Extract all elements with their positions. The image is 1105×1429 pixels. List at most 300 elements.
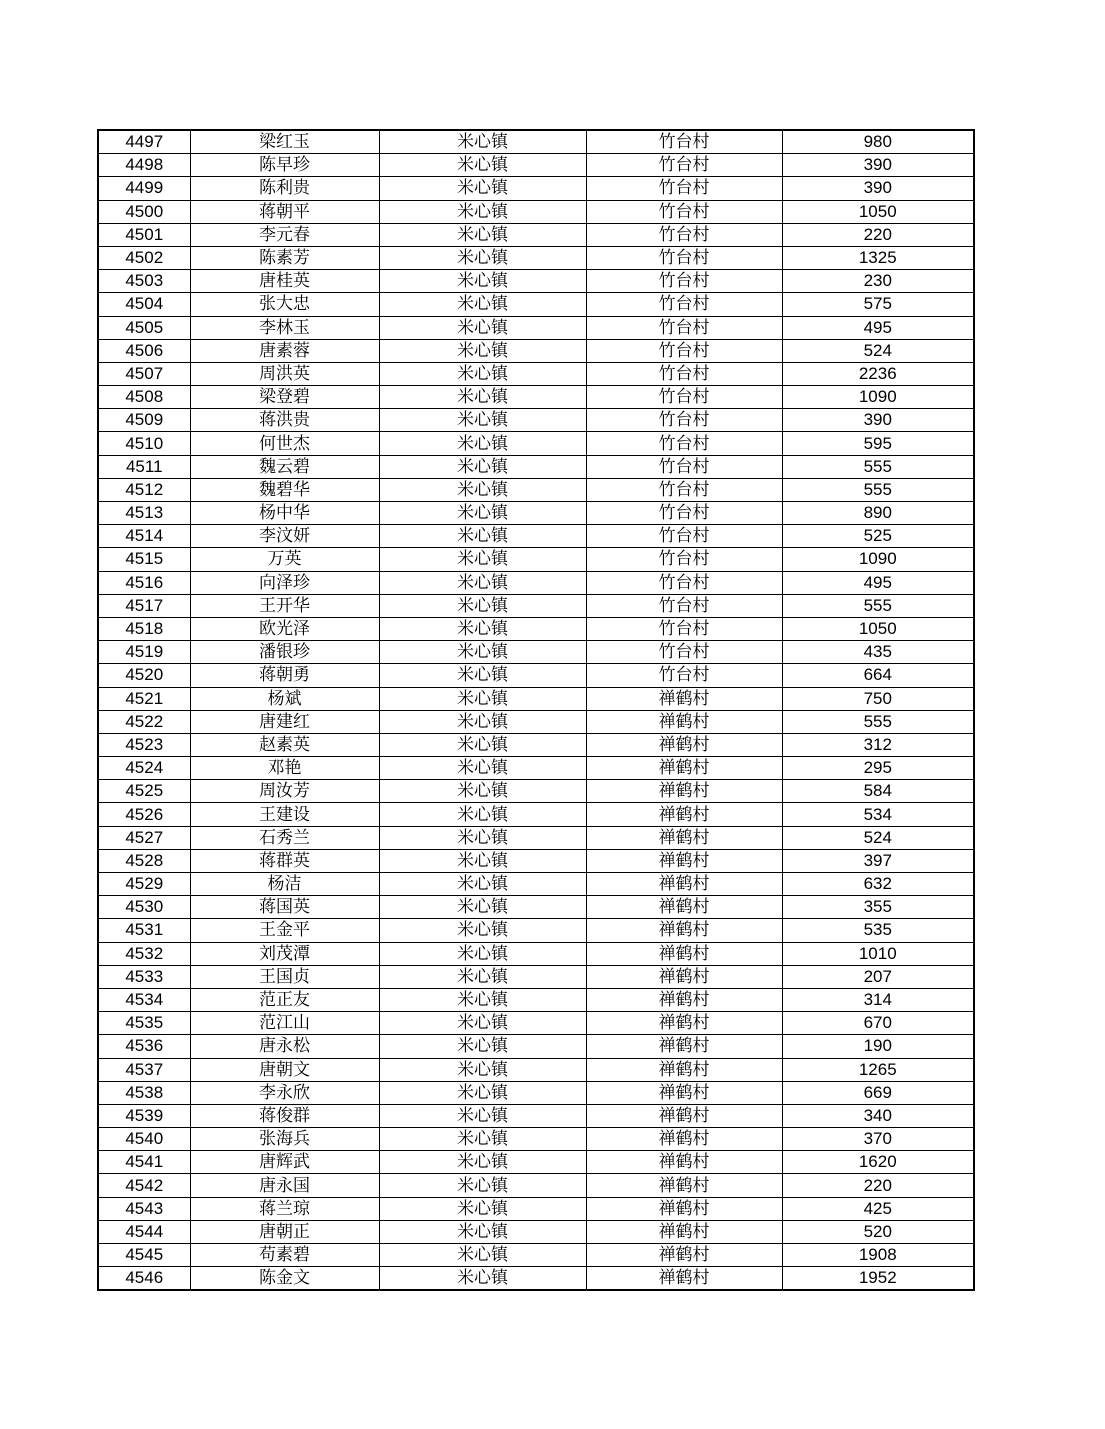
name-cell: 邓艳 [190,757,379,780]
village-cell: 禅鹤村 [586,733,782,756]
name-cell: 唐辉武 [190,1151,379,1174]
row-number-cell: 4509 [98,409,190,432]
amount-cell: 390 [782,154,974,177]
town-cell: 米心镇 [379,988,586,1011]
amount-cell: 1908 [782,1244,974,1267]
row-number-cell: 4508 [98,386,190,409]
row-number-cell: 4521 [98,687,190,710]
table-row [98,223,974,246]
row-number-cell: 4506 [98,339,190,362]
amount-cell: 397 [782,849,974,872]
amount-cell: 584 [782,780,974,803]
village-cell: 禅鹤村 [586,1104,782,1127]
name-cell: 唐素蓉 [190,339,379,362]
table-row [98,594,974,617]
name-cell: 万英 [190,548,379,571]
amount-cell: 525 [782,525,974,548]
name-cell: 范江山 [190,1012,379,1035]
name-cell: 潘银珍 [190,641,379,664]
town-cell: 米心镇 [379,1244,586,1267]
name-cell: 唐桂英 [190,270,379,293]
row-number-cell: 4535 [98,1012,190,1035]
amount-cell: 980 [782,130,974,154]
row-number-cell: 4545 [98,1244,190,1267]
amount-cell: 1050 [782,200,974,223]
town-cell: 米心镇 [379,780,586,803]
row-number-cell: 4512 [98,478,190,501]
village-cell: 竹台村 [586,594,782,617]
name-cell: 欧光泽 [190,617,379,640]
town-cell: 米心镇 [379,1012,586,1035]
village-cell: 竹台村 [586,177,782,200]
town-cell: 米心镇 [379,177,586,200]
row-number-cell: 4527 [98,826,190,849]
table-row [98,803,974,826]
row-number-cell: 4497 [98,130,190,154]
amount-cell: 750 [782,687,974,710]
table-row [98,455,974,478]
village-cell: 禅鹤村 [586,1058,782,1081]
row-number-cell: 4546 [98,1267,190,1291]
village-cell: 禅鹤村 [586,826,782,849]
row-number-cell: 4504 [98,293,190,316]
village-cell: 竹台村 [586,386,782,409]
amount-cell: 314 [782,988,974,1011]
village-cell: 禅鹤村 [586,1267,782,1291]
row-number-cell: 4523 [98,733,190,756]
town-cell: 米心镇 [379,826,586,849]
table-row [98,1081,974,1104]
name-cell: 魏云碧 [190,455,379,478]
village-cell: 禅鹤村 [586,873,782,896]
name-cell: 蒋朝勇 [190,664,379,687]
row-number-cell: 4524 [98,757,190,780]
amount-cell: 220 [782,1174,974,1197]
village-cell: 竹台村 [586,571,782,594]
town-cell: 米心镇 [379,1128,586,1151]
village-cell: 竹台村 [586,316,782,339]
name-cell: 蒋朝平 [190,200,379,223]
town-cell: 米心镇 [379,246,586,269]
row-number-cell: 4532 [98,942,190,965]
table-row [98,478,974,501]
town-cell: 米心镇 [379,710,586,733]
table-row [98,316,974,339]
table-row [98,339,974,362]
table-row [98,362,974,385]
amount-cell: 555 [782,478,974,501]
name-cell: 王金平 [190,919,379,942]
row-number-cell: 4502 [98,246,190,269]
name-cell: 唐建红 [190,710,379,733]
town-cell: 米心镇 [379,478,586,501]
row-number-cell: 4519 [98,641,190,664]
town-cell: 米心镇 [379,942,586,965]
row-number-cell: 4533 [98,965,190,988]
table-row [98,432,974,455]
village-cell: 竹台村 [586,432,782,455]
name-cell: 王国贞 [190,965,379,988]
town-cell: 米心镇 [379,594,586,617]
village-cell: 竹台村 [586,246,782,269]
village-cell: 竹台村 [586,478,782,501]
amount-cell: 890 [782,502,974,525]
amount-cell: 669 [782,1081,974,1104]
amount-cell: 295 [782,757,974,780]
table-row [98,710,974,733]
table-row [98,1128,974,1151]
row-number-cell: 4543 [98,1197,190,1220]
amount-cell: 355 [782,896,974,919]
name-cell: 陈利贵 [190,177,379,200]
name-cell: 何世杰 [190,432,379,455]
village-cell: 禅鹤村 [586,1197,782,1220]
table-row [98,641,974,664]
amount-cell: 664 [782,664,974,687]
amount-cell: 220 [782,223,974,246]
town-cell: 米心镇 [379,1197,586,1220]
village-cell: 竹台村 [586,339,782,362]
amount-cell: 535 [782,919,974,942]
village-cell: 禅鹤村 [586,919,782,942]
village-cell: 禅鹤村 [586,896,782,919]
amount-cell: 632 [782,873,974,896]
row-number-cell: 4499 [98,177,190,200]
village-cell: 禅鹤村 [586,710,782,733]
row-number-cell: 4540 [98,1128,190,1151]
town-cell: 米心镇 [379,339,586,362]
town-cell: 米心镇 [379,1151,586,1174]
table-row [98,664,974,687]
table-body [98,130,974,1290]
name-cell: 蒋国英 [190,896,379,919]
amount-cell: 390 [782,177,974,200]
name-cell: 李林玉 [190,316,379,339]
table-row [98,687,974,710]
village-cell: 禅鹤村 [586,942,782,965]
amount-cell: 1265 [782,1058,974,1081]
name-cell: 蒋俊群 [190,1104,379,1127]
town-cell: 米心镇 [379,919,586,942]
row-number-cell: 4520 [98,664,190,687]
amount-cell: 207 [782,965,974,988]
village-cell: 禅鹤村 [586,1220,782,1243]
village-cell: 竹台村 [586,617,782,640]
amount-cell: 1050 [782,617,974,640]
name-cell: 杨中华 [190,502,379,525]
village-cell: 禅鹤村 [586,1035,782,1058]
town-cell: 米心镇 [379,1104,586,1127]
name-cell: 苟素碧 [190,1244,379,1267]
table-row [98,130,974,154]
name-cell: 李永欣 [190,1081,379,1104]
table-row [98,246,974,269]
village-cell: 竹台村 [586,641,782,664]
village-cell: 禅鹤村 [586,1081,782,1104]
table-row [98,525,974,548]
town-cell: 米心镇 [379,223,586,246]
row-number-cell: 4542 [98,1174,190,1197]
name-cell: 王开华 [190,594,379,617]
row-number-cell: 4516 [98,571,190,594]
name-cell: 范正友 [190,988,379,1011]
town-cell: 米心镇 [379,1267,586,1291]
table-row [98,757,974,780]
amount-cell: 425 [782,1197,974,1220]
data-table [97,129,975,1291]
amount-cell: 555 [782,594,974,617]
village-cell: 竹台村 [586,154,782,177]
town-cell: 米心镇 [379,154,586,177]
table-row [98,293,974,316]
name-cell: 魏碧华 [190,478,379,501]
village-cell: 禅鹤村 [586,780,782,803]
table-row [98,154,974,177]
town-cell: 米心镇 [379,757,586,780]
town-cell: 米心镇 [379,733,586,756]
amount-cell: 312 [782,733,974,756]
table-row [98,873,974,896]
table-row [98,571,974,594]
town-cell: 米心镇 [379,1081,586,1104]
row-number-cell: 4526 [98,803,190,826]
name-cell: 李元春 [190,223,379,246]
name-cell: 周洪英 [190,362,379,385]
table-row [98,502,974,525]
town-cell: 米心镇 [379,130,586,154]
amount-cell: 670 [782,1012,974,1035]
amount-cell: 524 [782,339,974,362]
village-cell: 竹台村 [586,409,782,432]
row-number-cell: 4537 [98,1058,190,1081]
row-number-cell: 4544 [98,1220,190,1243]
table-row [98,1220,974,1243]
amount-cell: 555 [782,455,974,478]
row-number-cell: 4538 [98,1081,190,1104]
amount-cell: 1620 [782,1151,974,1174]
amount-cell: 1010 [782,942,974,965]
amount-cell: 190 [782,1035,974,1058]
table-row [98,780,974,803]
table-row [98,919,974,942]
table-row [98,965,974,988]
village-cell: 禅鹤村 [586,965,782,988]
amount-cell: 230 [782,270,974,293]
table-row [98,1244,974,1267]
town-cell: 米心镇 [379,641,586,664]
name-cell: 王建设 [190,803,379,826]
name-cell: 张大忠 [190,293,379,316]
town-cell: 米心镇 [379,571,586,594]
name-cell: 唐朝正 [190,1220,379,1243]
amount-cell: 1952 [782,1267,974,1291]
table-row [98,733,974,756]
town-cell: 米心镇 [379,548,586,571]
name-cell: 陈金文 [190,1267,379,1291]
name-cell: 杨洁 [190,873,379,896]
table-row [98,1104,974,1127]
row-number-cell: 4518 [98,617,190,640]
table-row [98,270,974,293]
village-cell: 禅鹤村 [586,803,782,826]
row-number-cell: 4501 [98,223,190,246]
row-number-cell: 4541 [98,1151,190,1174]
row-number-cell: 4539 [98,1104,190,1127]
village-cell: 禅鹤村 [586,988,782,1011]
name-cell: 赵素英 [190,733,379,756]
town-cell: 米心镇 [379,849,586,872]
amount-cell: 555 [782,710,974,733]
town-cell: 米心镇 [379,664,586,687]
town-cell: 米心镇 [379,502,586,525]
amount-cell: 370 [782,1128,974,1151]
amount-cell: 1090 [782,548,974,571]
name-cell: 张海兵 [190,1128,379,1151]
village-cell: 竹台村 [586,270,782,293]
row-number-cell: 4513 [98,502,190,525]
town-cell: 米心镇 [379,409,586,432]
town-cell: 米心镇 [379,270,586,293]
row-number-cell: 4536 [98,1035,190,1058]
village-cell: 禅鹤村 [586,757,782,780]
amount-cell: 495 [782,571,974,594]
table-row [98,1058,974,1081]
table-row [98,1151,974,1174]
name-cell: 蒋群英 [190,849,379,872]
row-number-cell: 4510 [98,432,190,455]
table-row [98,1035,974,1058]
name-cell: 刘茂潭 [190,942,379,965]
amount-cell: 534 [782,803,974,826]
table-row [98,548,974,571]
amount-cell: 524 [782,826,974,849]
town-cell: 米心镇 [379,362,586,385]
table-row [98,1174,974,1197]
table-row [98,826,974,849]
town-cell: 米心镇 [379,1174,586,1197]
name-cell: 唐永国 [190,1174,379,1197]
row-number-cell: 4531 [98,919,190,942]
name-cell: 李汶妍 [190,525,379,548]
village-cell: 禅鹤村 [586,1174,782,1197]
table-row [98,177,974,200]
village-cell: 竹台村 [586,525,782,548]
village-cell: 竹台村 [586,455,782,478]
name-cell: 梁红玉 [190,130,379,154]
amount-cell: 595 [782,432,974,455]
town-cell: 米心镇 [379,316,586,339]
table-row [98,409,974,432]
amount-cell: 520 [782,1220,974,1243]
table-row [98,617,974,640]
village-cell: 竹台村 [586,502,782,525]
row-number-cell: 4534 [98,988,190,1011]
table-row [98,386,974,409]
name-cell: 陈早珍 [190,154,379,177]
table-row [98,988,974,1011]
row-number-cell: 4525 [98,780,190,803]
row-number-cell: 4517 [98,594,190,617]
row-number-cell: 4514 [98,525,190,548]
table-row [98,1012,974,1035]
town-cell: 米心镇 [379,200,586,223]
table-row [98,896,974,919]
amount-cell: 495 [782,316,974,339]
row-number-cell: 4505 [98,316,190,339]
row-number-cell: 4507 [98,362,190,385]
town-cell: 米心镇 [379,617,586,640]
table-row [98,942,974,965]
row-number-cell: 4511 [98,455,190,478]
row-number-cell: 4500 [98,200,190,223]
town-cell: 米心镇 [379,803,586,826]
name-cell: 蒋兰琼 [190,1197,379,1220]
name-cell: 唐永松 [190,1035,379,1058]
town-cell: 米心镇 [379,293,586,316]
row-number-cell: 4503 [98,270,190,293]
name-cell: 杨斌 [190,687,379,710]
town-cell: 米心镇 [379,687,586,710]
row-number-cell: 4515 [98,548,190,571]
town-cell: 米心镇 [379,455,586,478]
row-number-cell: 4498 [98,154,190,177]
village-cell: 竹台村 [586,362,782,385]
village-cell: 竹台村 [586,223,782,246]
table-row [98,1197,974,1220]
town-cell: 米心镇 [379,386,586,409]
village-cell: 竹台村 [586,664,782,687]
town-cell: 米心镇 [379,525,586,548]
name-cell: 石秀兰 [190,826,379,849]
table-row [98,1267,974,1291]
amount-cell: 575 [782,293,974,316]
village-cell: 禅鹤村 [586,1012,782,1035]
row-number-cell: 4529 [98,873,190,896]
amount-cell: 1325 [782,246,974,269]
village-cell: 竹台村 [586,130,782,154]
amount-cell: 435 [782,641,974,664]
name-cell: 唐朝文 [190,1058,379,1081]
town-cell: 米心镇 [379,432,586,455]
row-number-cell: 4530 [98,896,190,919]
town-cell: 米心镇 [379,1220,586,1243]
amount-cell: 2236 [782,362,974,385]
village-cell: 竹台村 [586,200,782,223]
village-cell: 禅鹤村 [586,1244,782,1267]
name-cell: 向泽珍 [190,571,379,594]
village-cell: 禅鹤村 [586,687,782,710]
amount-cell: 340 [782,1104,974,1127]
village-cell: 禅鹤村 [586,849,782,872]
name-cell: 陈素芳 [190,246,379,269]
town-cell: 米心镇 [379,873,586,896]
village-cell: 禅鹤村 [586,1128,782,1151]
town-cell: 米心镇 [379,1058,586,1081]
amount-cell: 1090 [782,386,974,409]
name-cell: 周汝芳 [190,780,379,803]
row-number-cell: 4528 [98,849,190,872]
table-row [98,849,974,872]
name-cell: 梁登碧 [190,386,379,409]
table-row [98,200,974,223]
village-cell: 禅鹤村 [586,1151,782,1174]
village-cell: 竹台村 [586,548,782,571]
row-number-cell: 4522 [98,710,190,733]
village-cell: 竹台村 [586,293,782,316]
town-cell: 米心镇 [379,1035,586,1058]
amount-cell: 390 [782,409,974,432]
town-cell: 米心镇 [379,965,586,988]
